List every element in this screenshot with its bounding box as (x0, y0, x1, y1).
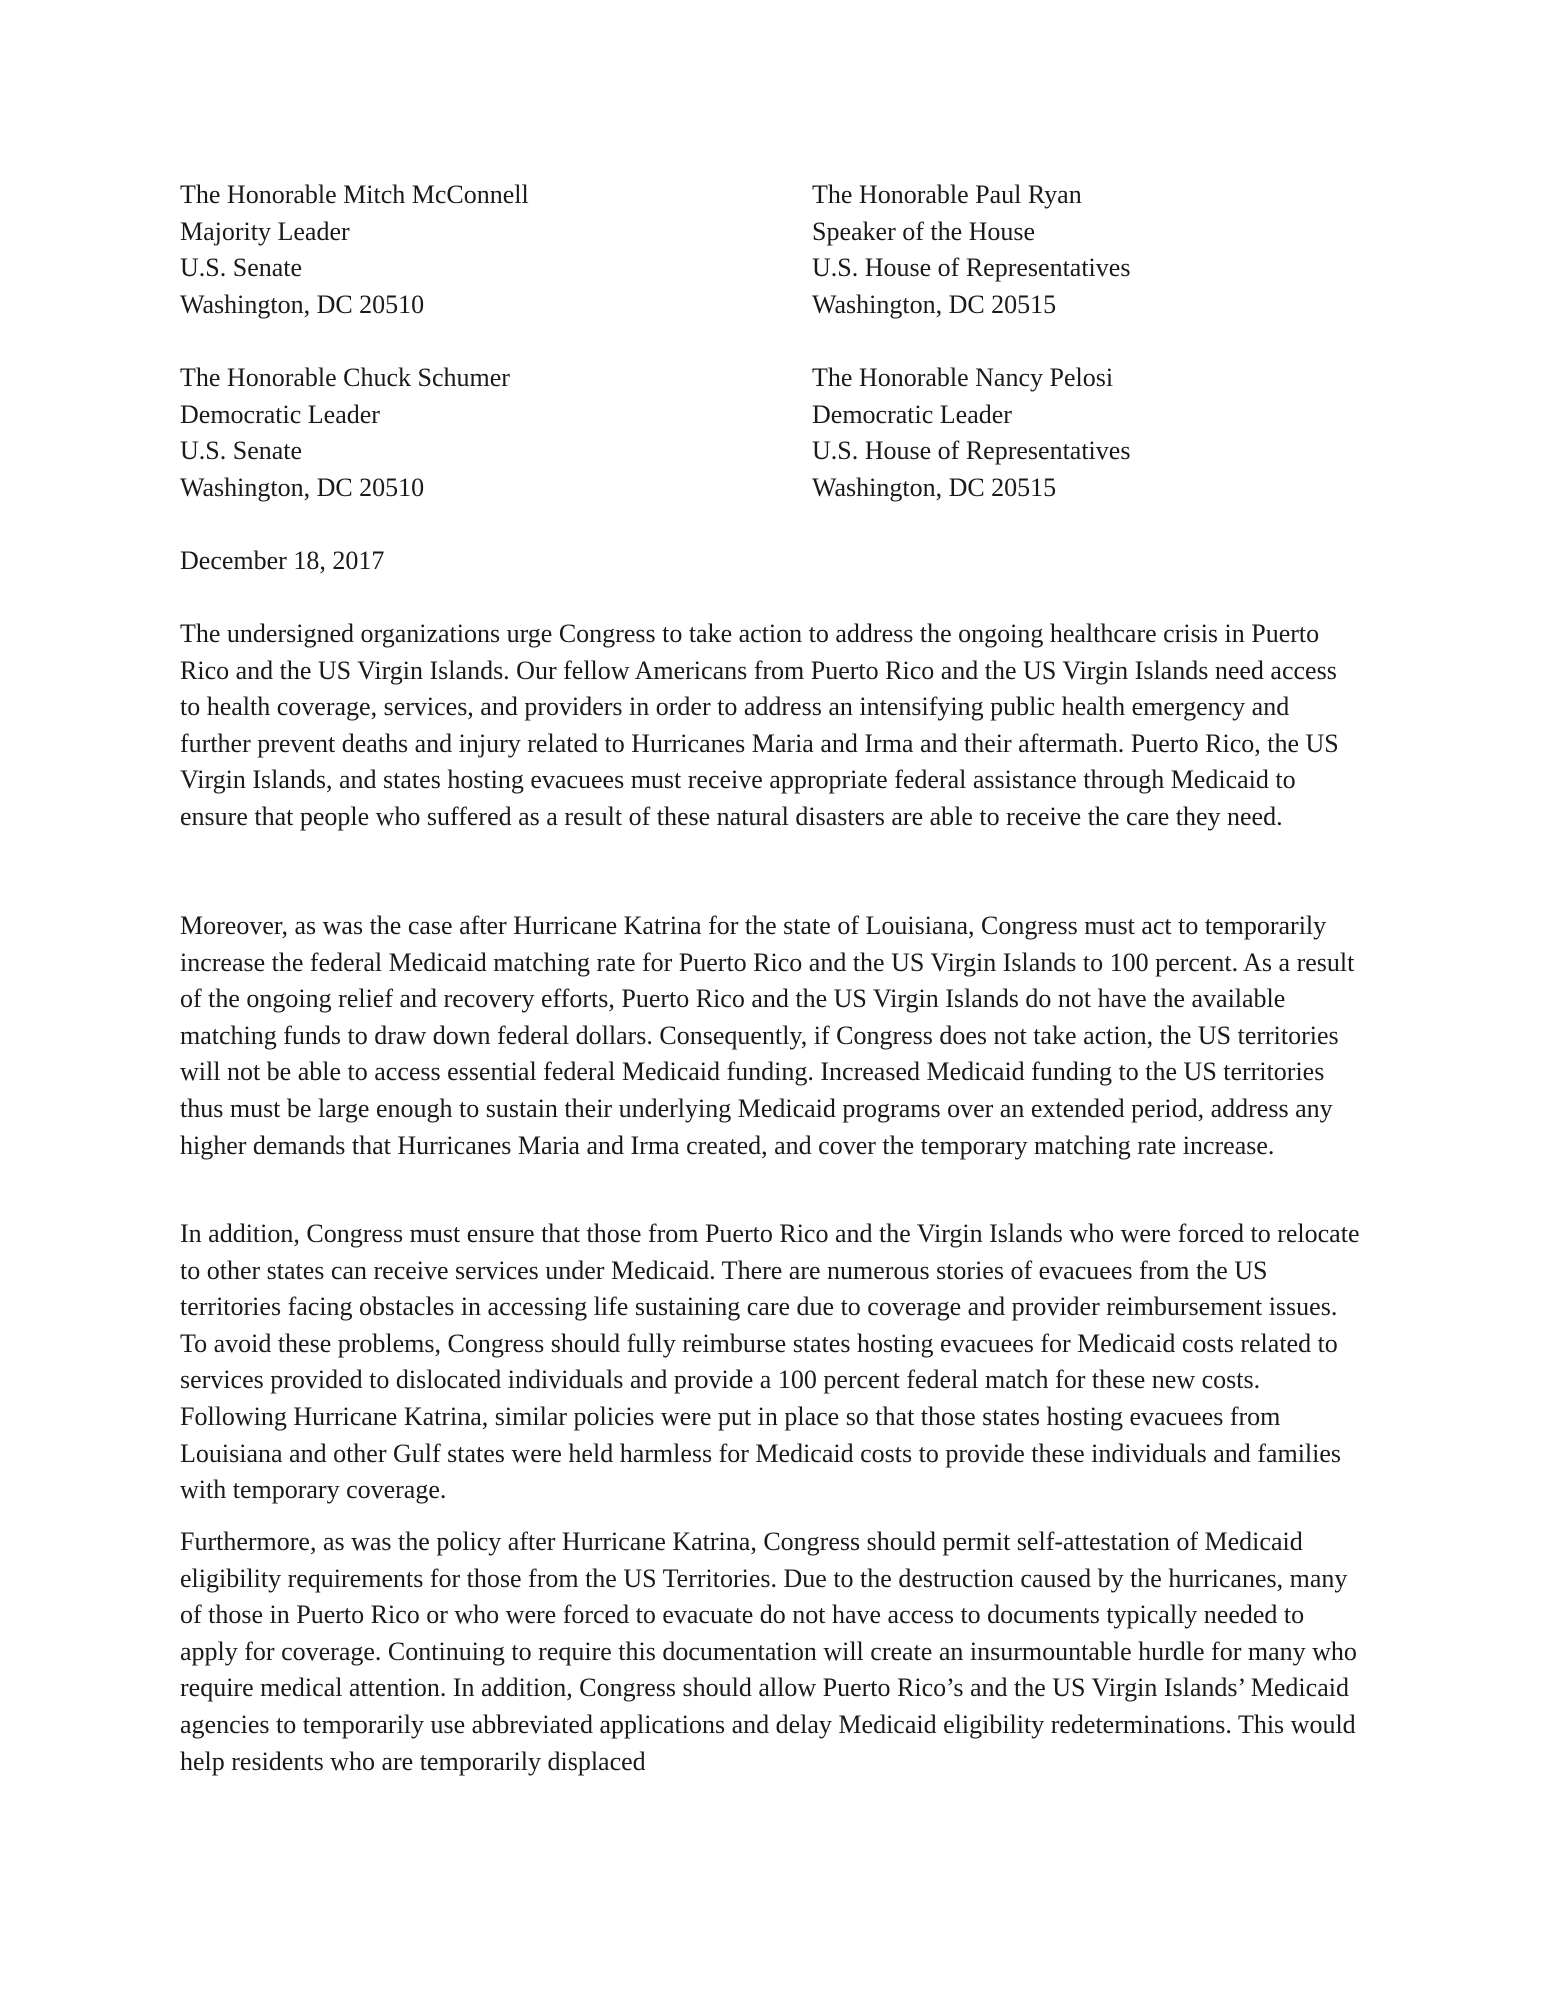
body-paragraph: In addition, Congress must ensure that those from Puerto Rico and the Virgin Islands who were forced to relocate to other states can receive services under Medicaid. There are numerous stories of evacuees from the US territories facing obstacles in accessing life sustaining care due to coverage and provider reimbursement issues. To avoid these problems, Congress should fully reimburse states hosting evacuees for Medicaid costs related to services provided to dislocated individuals and provide a 100 percent federal match for these new costs. Following Hurricane Katrina, similar policies were put in place so that those states hosting evacuees from Louisiana and other Gulf states were held harmless for Medicaid costs to provide these individuals and families with temporary coverage. (180, 1219, 1360, 1505)
recipient-name: The Honorable Paul Ryan (812, 180, 1082, 209)
recipient-address-ryan (812, 177, 1130, 323)
body-paragraph: Moreover, as was the case after Hurricane Katrina for the state of Louisiana, Congress must act to temporarily increase the federal Medicaid matching rate for Puerto Rico and the US Virgin Islands to 100 percent. As a result of the ongoing relief and recovery efforts, Puerto Rico and the US Virgin Islands do not have the available matching funds to draw down federal dollars. Consequently, if Congress does not take action, the US territories will not be able to access essential federal Medicaid funding. Increased Medicaid funding to the US territories thus must be large enough to sustain their underlying Medicaid programs over an extended period, address any higher demands that Hurricanes Maria and Irma created, and cover the temporary matching rate increase. (180, 911, 1355, 1160)
recipient-city: Washington, DC 20510 (180, 289, 425, 319)
recipient-title: Democratic Leader (180, 399, 380, 429)
recipient-chamber: U.S. Senate (180, 436, 303, 465)
body-paragraph: The undersigned organizations urge Congress to take action to address the ongoing healthcare crisis in Puerto Rico and the US Virgin Islands. Our fellow Americans from Puerto Rico and the US Virgin Islands need access to health coverage, services, and providers in order to address an intensifying public health emergency and further prevent deaths and injury related to Hurricanes Maria and Irma and their aftermath. Puerto Rico, the US Virgin Islands, and states hosting evacuees must receive appropriate federal assistance through Medicaid to ensure that people who suffered as a result of these natural disasters are able to receive the care they need. (180, 619, 1339, 831)
recipient-name: The Honorable Nancy Pelosi (812, 363, 1114, 392)
recipient-name: The Honorable Mitch McConnell (180, 180, 529, 209)
recipient-chamber: U.S. House of Representatives (812, 253, 1131, 282)
recipient-chamber: U.S. Senate (180, 253, 303, 282)
recipient-address-schumer (180, 360, 510, 506)
recipient-name: The Honorable Chuck Schumer (180, 363, 510, 392)
recipient-chamber: U.S. House of Representatives (812, 436, 1131, 465)
recipient-address-pelosi (812, 360, 1130, 506)
recipient-title: Speaker of the House (812, 216, 1036, 246)
body-paragraph: Furthermore, as was the policy after Hurricane Katrina, Congress should permit self-attestation of Medicaid eligibility requirements for those from the US Territories. Due to the destruction caused by the hurricanes, many of those in Puerto Rico or who were forced to evacuate do not have access to documents typically needed to apply for coverage. Continuing to require this documentation will create an insurmountable hurdle for many who require medical attention. In addition, Congress should allow Puerto Rico’s and the US Virgin Islands’ Medicaid agencies to temporarily use abbreviated applications and delay Medicaid eligibility redeterminations. This would help residents who are temporarily displaced (180, 1527, 1357, 1776)
recipient-address-mcconnell (180, 177, 529, 323)
recipient-city: Washington, DC 20510 (180, 472, 425, 502)
recipient-title: Majority Leader (180, 216, 350, 246)
letter-date: December 18, 2017 (180, 546, 385, 575)
recipient-city: Washington, DC 20515 (812, 472, 1057, 502)
recipient-title: Democratic Leader (812, 399, 1012, 429)
recipient-city: Washington, DC 20515 (812, 289, 1057, 319)
